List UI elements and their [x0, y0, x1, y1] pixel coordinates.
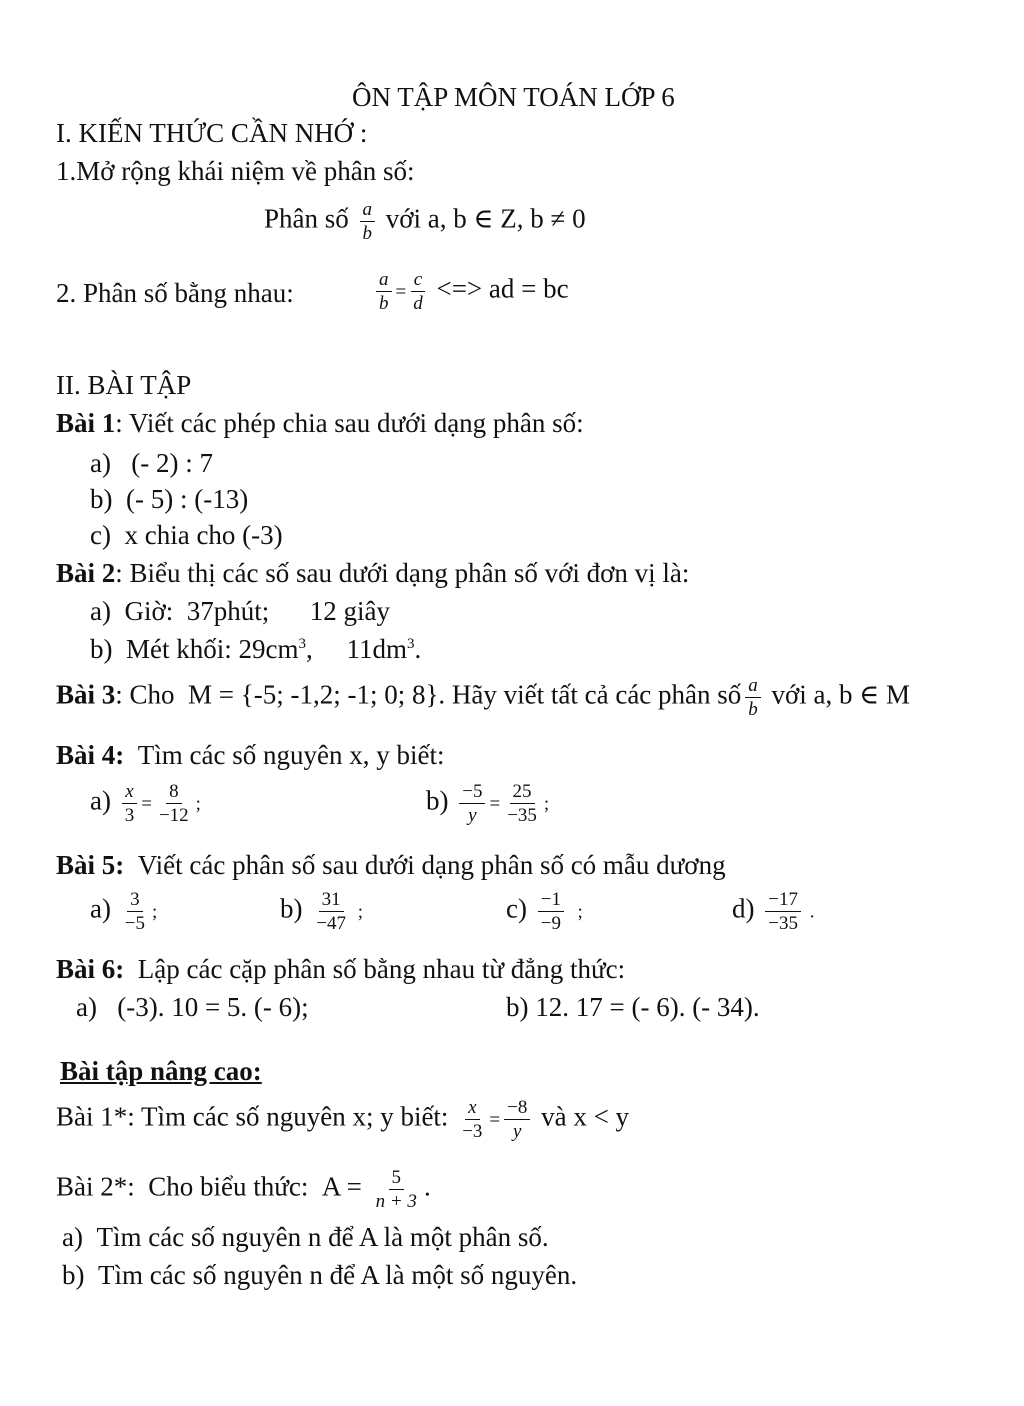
- semicolon: ;: [151, 901, 158, 923]
- exercise-6-item-a: a) (-3). 10 = 5. (- 6);: [76, 992, 309, 1022]
- advanced-exercise-1: [56, 1098, 629, 1141]
- item-label: c): [506, 893, 527, 924]
- exercise-2: [56, 560, 689, 587]
- exercise-5: [56, 852, 726, 879]
- exercise-1-item-a: a) (- 2) : 7: [90, 448, 213, 478]
- item-label: b): [280, 893, 303, 924]
- exercise-1-item-c: c) x chia cho (-3): [90, 520, 283, 550]
- exercise-5-item-a: [90, 890, 157, 933]
- fraction-den: n + 3: [375, 1191, 417, 1212]
- def-suffix: với a, b ∈ Z, b ≠ 0: [385, 203, 586, 234]
- period: .: [423, 1171, 431, 1202]
- fraction-a-over-b: [360, 200, 376, 243]
- fraction-x-3: [122, 782, 138, 825]
- fraction-num: a: [376, 270, 392, 292]
- fraction-num: −8: [504, 1098, 530, 1120]
- advanced-exercise-2-item-a: a) Tìm các số nguyên n để A là một phân số.: [62, 1222, 549, 1252]
- fraction-x-neg3: [459, 1098, 485, 1141]
- fraction-num: 31: [319, 890, 344, 912]
- fraction-num: 25: [510, 782, 535, 804]
- fraction-num: −17: [765, 890, 801, 912]
- exercise-label: Bài 6:: [56, 954, 125, 984]
- exercise-label: Bài 3: [56, 679, 116, 710]
- fraction-den: −3: [462, 1121, 483, 1142]
- fraction: [765, 890, 801, 933]
- advanced-exercise-2-item-b: b) Tìm các số nguyên n để A là một số nguyên.: [62, 1260, 578, 1290]
- exercise-1-item-b: b) (- 5) : (-13): [90, 484, 249, 514]
- period: .: [809, 901, 815, 923]
- fraction-num: 8: [166, 782, 182, 804]
- fraction-den: d: [413, 293, 423, 314]
- equals-sign: =: [141, 793, 152, 815]
- page-title: ÔN TẬP MÔN TOÁN LỚP 6: [352, 82, 675, 112]
- exercise-5-item-d: [732, 890, 814, 933]
- semicolon: ;: [543, 793, 550, 815]
- exercise-2-item-b: [90, 636, 421, 663]
- fraction-neg5-y: [459, 782, 485, 825]
- volume-mid: , 11dm: [305, 634, 407, 664]
- exercise-text: : Biểu thị các số sau dưới dạng phân số với đơn vị là:: [115, 558, 690, 588]
- fraction-num: −1: [538, 890, 564, 912]
- fraction-den: −9: [540, 913, 561, 934]
- fraction-num: 3: [127, 890, 143, 912]
- knowledge-item-2-label: 2. Phân số bằng nhau:: [56, 278, 294, 308]
- fraction-25-neg35: [504, 782, 540, 825]
- fraction-den: −35: [768, 913, 798, 934]
- fraction-num: −5: [459, 782, 485, 804]
- exercise-5-item-c: [506, 890, 583, 933]
- fraction-den: −35: [507, 805, 537, 826]
- exercise-text-2: với a, b ∈ M: [771, 679, 911, 710]
- exercise-2-item-a: a) Giờ: 37phút; 12 giây: [90, 596, 390, 626]
- exercise-text: Viết các phân số sau dưới dạng phân số có mẫu dương: [124, 850, 726, 880]
- fraction-num: a: [745, 676, 761, 698]
- semicolon: ;: [357, 901, 363, 923]
- equal-fractions-rule: $\frac{a}{b}$ = $\frac{c}{d}$ <=> ad = bc: [372, 270, 569, 313]
- semicolon: ;: [195, 793, 201, 815]
- fraction-a-over-b: [745, 676, 761, 719]
- fraction-num: 5: [389, 1168, 405, 1190]
- exercise-6-item-b: b) 12. 17 = (- 6). (- 34).: [506, 992, 760, 1022]
- fraction-den: −47: [316, 913, 346, 934]
- fraction-den: −12: [158, 805, 189, 826]
- fraction-c-d: [410, 270, 426, 313]
- fraction-definition: [264, 200, 586, 243]
- section-heading-exercises: II. BÀI TẬP: [56, 370, 192, 400]
- equals-sign: =: [489, 793, 501, 815]
- def-prefix: Phân số: [264, 203, 349, 234]
- item-label: d): [732, 893, 755, 924]
- fraction-den: b: [379, 293, 389, 314]
- condition: và x < y: [541, 1101, 630, 1132]
- advanced-exercise-2: [56, 1168, 431, 1211]
- exercise-6: [56, 956, 625, 983]
- exercise-5-item-b: [280, 890, 363, 933]
- fraction-den: b: [748, 699, 758, 720]
- exercise-text: Tìm các số nguyên x, y biết:: [124, 740, 445, 770]
- fraction-den: b: [362, 223, 373, 244]
- fraction-num: a: [360, 200, 376, 222]
- fraction-5-over-n-plus-3: [373, 1168, 420, 1211]
- fraction: [313, 890, 349, 933]
- equal-rule-suffix: <=> ad = bc: [436, 273, 569, 304]
- exercise-4: [56, 742, 444, 769]
- exercise-4-item-a: [90, 782, 201, 825]
- exercise-1: [56, 410, 584, 437]
- item-label: a): [90, 893, 111, 924]
- exercise-text: : Viết các phép chia sau dưới dạng phân số:: [115, 408, 584, 438]
- cube-superscript: 3: [298, 636, 306, 652]
- fraction-den: −5: [124, 913, 145, 934]
- item-label: b): [426, 785, 449, 816]
- fraction-num: x: [465, 1098, 479, 1120]
- exercise-text: Bài 1*: Tìm các số nguyên x; y biết:: [56, 1101, 449, 1132]
- cube-superscript: 3: [406, 636, 415, 652]
- fraction: [538, 890, 564, 933]
- fraction-den: y: [513, 1121, 522, 1142]
- exercise-label: Bài 4:: [56, 740, 125, 770]
- exercise-text: Bài 2*: Cho biểu thức: A =: [56, 1171, 362, 1202]
- fraction-a-b: [376, 270, 392, 313]
- exercise-label: Bài 2: [56, 558, 116, 588]
- fraction-den: 3: [124, 805, 135, 826]
- section-heading-knowledge: I. KIẾN THỨC CẦN NHỚ :: [56, 118, 368, 148]
- equals-sign: =: [489, 1109, 501, 1131]
- fraction-den: y: [468, 805, 477, 826]
- exercise-text: Lập các cặp phân số bằng nhau từ đẳng thức:: [124, 954, 626, 984]
- semicolon: ;: [577, 901, 583, 923]
- exercise-text: : Cho M = {-5; -1,2; -1; 0; 8}. Hãy viết tất cả các phân số: [115, 679, 742, 710]
- item-label: a): [90, 785, 111, 816]
- volume-prefix: b) Mét khối: 29cm: [90, 634, 299, 664]
- fraction-num: x: [122, 782, 136, 804]
- exercise-label: Bài 1: [56, 408, 116, 438]
- fraction-8-neg12: [156, 782, 192, 825]
- fraction-num: c: [411, 270, 425, 292]
- volume-end: .: [414, 634, 422, 664]
- knowledge-item-1: 1.Mở rộng khái niệm về phân số:: [56, 156, 415, 186]
- exercise-label: Bài 5:: [56, 850, 125, 880]
- fraction: [122, 890, 148, 933]
- exercise-3: [56, 676, 910, 719]
- fraction-neg8-y: [504, 1098, 530, 1141]
- exercise-4-item-b: [426, 782, 549, 825]
- advanced-heading: Bài tập nâng cao:: [60, 1056, 262, 1086]
